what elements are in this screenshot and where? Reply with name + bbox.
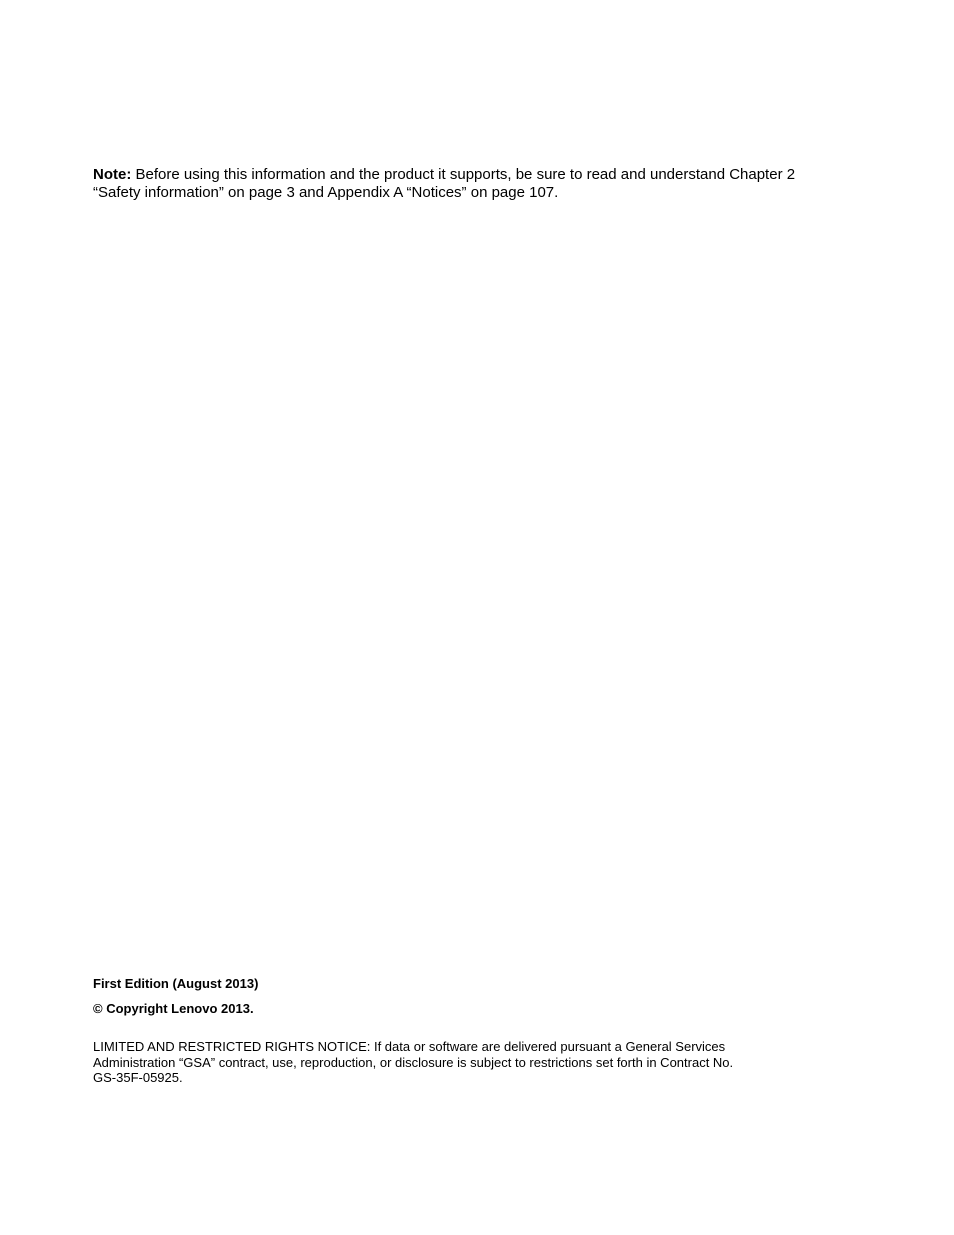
rights-notice-line-2: Administration “GSA” contract, use, reproduction, or disclosure is subject to restrictions set forth in Contract No.	[93, 1054, 734, 1070]
rights-notice-line-1: LIMITED AND RESTRICTED RIGHTS NOTICE: If data or software are delivered pursuant a General Services	[93, 1039, 726, 1054]
copyright-statement: © Copyright Lenovo 2013.	[93, 1001, 254, 1016]
edition-statement: First Edition (August 2013)	[93, 976, 259, 991]
note-text-line-1: Before using this information and the product it supports, be sure to read and understand Chapter 2	[135, 166, 796, 183]
note-label: Note:	[93, 166, 132, 183]
note-text-line-2: “Safety information” on page 3 and Appendix A “Notices” on page 107.	[93, 183, 559, 201]
note-paragraph	[93, 166, 853, 201]
rights-notice-line-3: GS-35F-05925.	[93, 1070, 183, 1085]
note-line-1	[93, 166, 853, 184]
rights-notice	[93, 1039, 833, 1086]
